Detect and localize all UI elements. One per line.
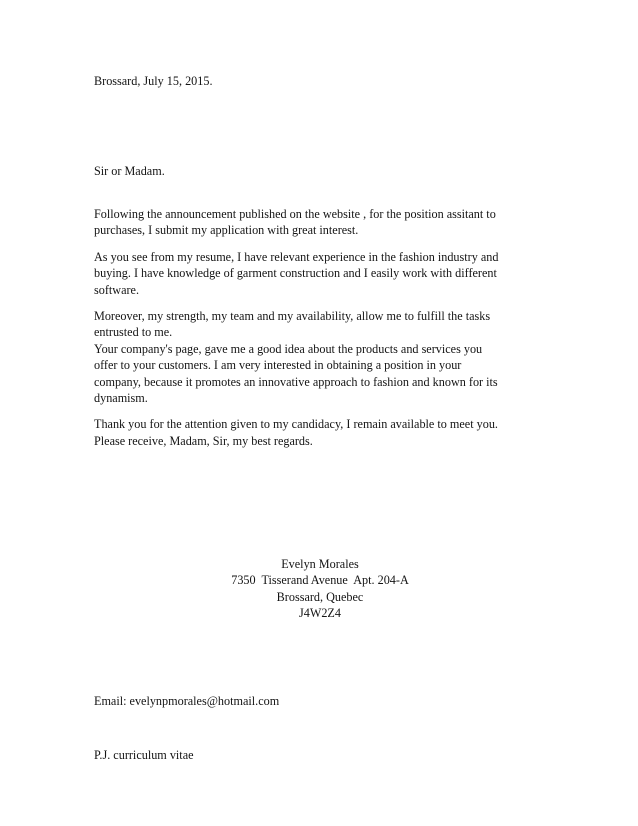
- text-line: software.: [94, 282, 140, 297]
- salutation: Sir or Madam.: [94, 164, 165, 178]
- text-line: Moreover, my strength, my team and my availability, allow me to fulfill the tasks: [94, 309, 491, 324]
- paragraph-strengths: [94, 308, 546, 341]
- paragraph-company: [94, 341, 546, 407]
- text-line: offer to your customers. I am very interested in obtaining a position in your: [94, 358, 462, 373]
- text-line: company, because it promotes an innovative approach to fashion and known for its: [94, 374, 498, 389]
- sender-address: 7350 Tisserand Avenue Apt. 204-A: [231, 573, 409, 588]
- text-line: buying. I have knowledge of garment construction and I easily work with different: [94, 266, 497, 281]
- text-line: Following the announcement published on the website , for the position assitant to: [94, 207, 496, 221]
- signature-block: [180, 556, 460, 622]
- text-line: Your company's page, gave me a good idea about the products and services you: [94, 341, 483, 356]
- text-line: purchases, I submit my application with great interest.: [94, 223, 359, 238]
- paragraph-experience: [94, 249, 546, 298]
- sender-name: Evelyn Morales: [281, 557, 359, 571]
- letter-body: [94, 206, 546, 449]
- sender-city: Brossard, Quebec: [276, 589, 364, 604]
- text-line: Thank you for the attention given to my candidacy, I remain available to meet you.: [94, 417, 498, 432]
- sender-postal-code: J4W2Z4: [299, 606, 341, 621]
- text-line: dynamism.: [94, 391, 148, 406]
- text-line: As you see from my resume, I have relevant experience in the fashion industry and: [94, 249, 499, 264]
- email-line: Email: evelynpmorales@hotmail.com: [94, 694, 280, 708]
- enclosure-line: P.J. curriculum vitae: [94, 748, 194, 762]
- paragraph-intro: [94, 206, 546, 239]
- letter-date: Brossard, July 15, 2015.: [94, 74, 213, 88]
- text-line: Please receive, Madam, Sir, my best regards.: [94, 433, 313, 448]
- paragraph-closing: [94, 416, 546, 449]
- text-line: entrusted to me.: [94, 325, 173, 340]
